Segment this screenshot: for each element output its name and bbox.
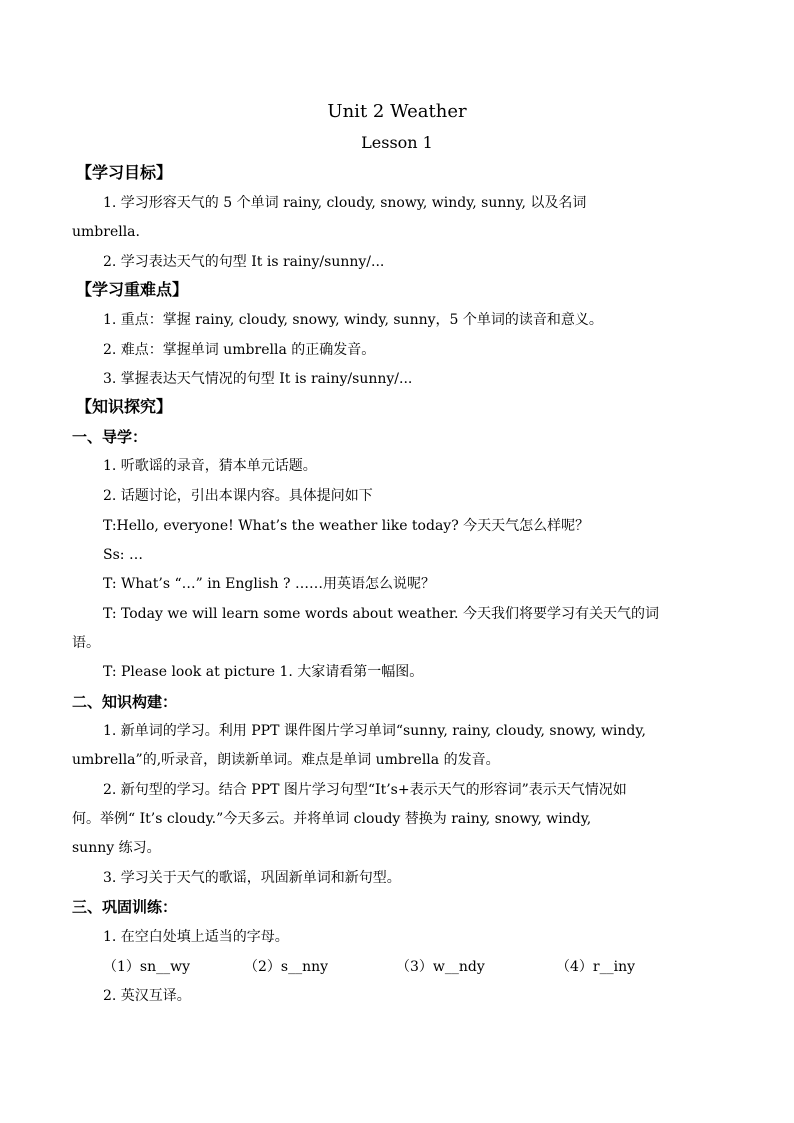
section-heading-objectives: 【学习目标】 <box>76 163 173 182</box>
part-heading-guide: 一、导学： <box>72 428 148 446</box>
construction-line-2-b: 何。举例“ It’s cloudy.”今天多云。并将单词 cloudy 替换为 rainy, snowy, windy, <box>72 811 592 827</box>
guide-line-3: T:Hello, everyone! What’s the weather like today? 今天天气怎么样呢？ <box>103 518 590 534</box>
key-point-3: 3. 掌握表达天气情况的句型 It is rainy/sunny/... <box>103 371 413 387</box>
key-point-2: 2. 难点：掌握单词 umbrella 的正确发音。 <box>103 342 376 358</box>
construction-line-1-b: umbrella”的,听录音，朗读新单词。难点是单词 umbrella 的发音。 <box>72 752 500 768</box>
fill-blank-2: （2）s__nny <box>244 959 329 975</box>
construction-line-3: 3. 学习关于天气的歌谣，巩固新单词和新句型。 <box>103 870 401 886</box>
guide-line-6-b: 语。 <box>72 635 100 651</box>
guide-line-7: T: Please look at picture 1. 大家请看第一幅图。 <box>103 664 424 680</box>
key-point-1: 1. 重点：掌握 rainy, cloudy, snowy, windy, sunny，5 个单词的读音和意义。 <box>103 312 603 328</box>
guide-line-4: Ss: … <box>103 547 143 563</box>
objective-2: 2. 学习表达天气的句型 It is rainy/sunny/... <box>103 254 385 270</box>
construction-line-2-a: 2. 新句型的学习。结合 PPT 图片学习句型“It’s+表示天气的形容词”表示天气情况如 <box>103 782 627 798</box>
construction-line-1-a: 1. 新单词的学习。利用 PPT 课件图片学习单词“sunny, rainy, cloudy, snowy, windy, <box>103 723 646 739</box>
objective-1-line-2: umbrella. <box>72 224 140 240</box>
practice-line-2: 2. 英汉互译。 <box>103 988 191 1004</box>
part-heading-practice: 三、巩固训练： <box>72 898 178 916</box>
fill-blank-3: （3）w__ndy <box>396 959 485 975</box>
section-heading-exploration: 【知识探究】 <box>76 397 173 416</box>
section-heading-key-points: 【学习重难点】 <box>76 280 189 299</box>
fill-blank-1: （1）sn__wy <box>103 959 191 975</box>
doc-subtitle: Lesson 1 <box>361 133 433 152</box>
guide-line-6-a: T: Today we will learn some words about weather. 今天我们将要学习有关天气的词 <box>103 606 659 622</box>
guide-line-5: T: What’s “…” in English ? ……用英语怎么说呢？ <box>103 576 435 592</box>
guide-line-2: 2. 话题讨论，引出本课内容。具体提问如下 <box>103 488 373 504</box>
doc-title: Unit 2 Weather <box>327 101 467 122</box>
objective-1-line-1: 1. 学习形容天气的 5 个单词 rainy, cloudy, snowy, windy, sunny, 以及名词 <box>103 195 587 211</box>
part-heading-construction: 二、知识构建： <box>72 693 178 711</box>
guide-line-1: 1. 听歌谣的录音，猜本单元话题。 <box>103 458 317 474</box>
fill-blank-4: （4）r__iny <box>556 959 636 975</box>
construction-line-2-c: sunny 练习。 <box>72 840 161 856</box>
practice-line-1: 1. 在空白处填上适当的字母。 <box>103 929 289 945</box>
